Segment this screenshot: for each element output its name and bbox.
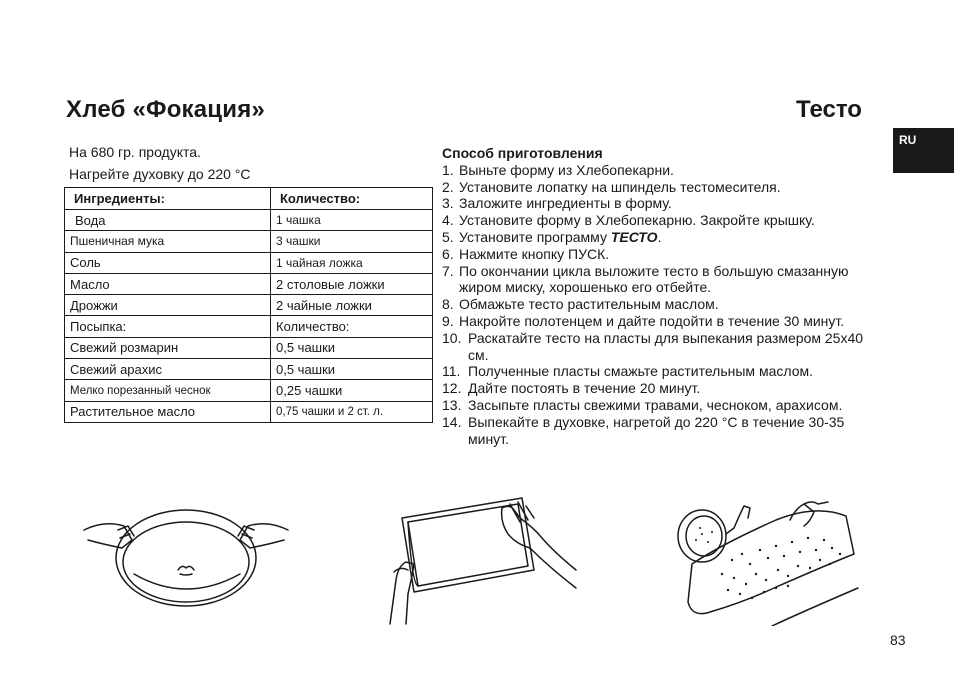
method-step — [442, 246, 882, 263]
ingredient-cell: Соль — [65, 252, 271, 273]
table-row — [65, 316, 433, 337]
step-text: Накройте полотенцем и дайте подойти в течение 30 минут. — [459, 312, 845, 329]
ingredient-cell: Посыпка: — [65, 316, 271, 337]
oven-note: Нагрейте духовку до 220 °C — [69, 166, 251, 182]
ingredient-cell: Дрожжи — [65, 295, 271, 316]
ingredient-cell: Свежий розмарин — [65, 337, 271, 358]
quantity-cell: 0,75 чашки и 2 ст. л. — [271, 401, 433, 422]
page-title: Хлеб «Фокация» — [66, 96, 265, 123]
step-number: 12. — [442, 380, 462, 397]
table-row — [65, 231, 433, 252]
method-step — [442, 397, 882, 414]
table-row — [65, 359, 433, 380]
step-number: 10. — [442, 329, 462, 346]
method-step — [442, 330, 882, 364]
method-step — [442, 263, 882, 297]
method-step — [442, 296, 882, 313]
method-section — [442, 145, 882, 447]
quantity-cell: 2 чайные ложки — [271, 295, 433, 316]
section-title: Тесто — [796, 96, 862, 123]
header-ingredients: Ингредиенты: — [65, 188, 271, 210]
table-row — [65, 295, 433, 316]
step-text: Полученные пласты смажьте растительным маслом. — [468, 363, 813, 380]
step-text: Засыпьте пласты свежими травами, чесноком, арахисом. — [468, 396, 843, 413]
header-quantity: Количество: — [271, 188, 433, 210]
step-number: 11. — [442, 363, 461, 380]
step-number: 9. — [442, 312, 454, 329]
step-number: 14. — [442, 413, 462, 430]
ingredient-cell: Пшеничная мука — [65, 231, 271, 252]
quantity-cell: 1 чайная ложка — [271, 252, 433, 273]
step-number: 13. — [442, 396, 462, 413]
step-text: Раскатайте тесто на пласты для выпекания размером 25x40 см. — [468, 329, 864, 363]
method-step — [442, 313, 882, 330]
step-text-post: . — [657, 228, 662, 245]
step-text: Выпекайте в духовке, нагретой до 220 °C в течение 30-35 минут. — [468, 413, 845, 447]
method-step — [442, 162, 882, 179]
step-text: Нажмите кнопку ПУСК. — [459, 245, 610, 262]
table-row — [65, 337, 433, 358]
quantity-cell: 0,5 чашки — [271, 359, 433, 380]
language-tab: RU — [893, 128, 954, 173]
page-number: 83 — [890, 632, 906, 648]
step-text — [459, 229, 882, 246]
step-number: 8. — [442, 296, 454, 313]
program-name: ТЕСТО — [610, 228, 658, 245]
ingredient-cell: Растительное масло — [65, 401, 271, 422]
yield-note: На 680 гр. продукта. — [69, 144, 201, 160]
sprinkle-illustration — [672, 494, 860, 626]
step-text: Установите форму в Хлебопекарню. Закройте крышку. — [459, 212, 815, 229]
table-row — [65, 401, 433, 422]
step-number: 5. — [442, 228, 454, 245]
method-step — [442, 179, 882, 196]
quantity-cell: Количество: — [271, 316, 433, 337]
step-text: Установите лопатку на шпиндель тестомесителя. — [459, 178, 781, 195]
method-step — [442, 363, 882, 380]
table-row — [65, 273, 433, 294]
method-heading: Способ приготовления — [442, 145, 603, 161]
ingredient-cell: Вода — [65, 210, 271, 231]
step-number: 4. — [442, 212, 454, 229]
pan-illustration — [384, 490, 584, 625]
table-row — [65, 380, 433, 401]
step-number: 6. — [442, 245, 454, 262]
method-step — [442, 380, 882, 397]
step-text: По окончании цикла выложите тесто в большую смазанную жиром миску, хорошенько его отбейте. — [459, 262, 849, 296]
table-row — [65, 252, 433, 273]
step-number: 1. — [442, 161, 454, 178]
quantity-cell: 0,25 чашки — [271, 380, 433, 401]
quantity-cell: 0,5 чашки — [271, 337, 433, 358]
method-step — [442, 414, 882, 448]
method-step — [442, 229, 882, 246]
method-step — [442, 212, 882, 229]
ingredient-cell: Масло — [65, 273, 271, 294]
quantity-cell: 1 чашка — [271, 210, 433, 231]
bowl-illustration — [82, 500, 292, 620]
step-text: Дайте постоять в течение 20 минут. — [468, 380, 701, 397]
table-row — [65, 210, 433, 231]
ingredient-cell: Мелко порезанный чеснок — [65, 380, 271, 401]
ingredients-table — [64, 187, 433, 423]
ingredient-cell: Свежий арахис — [65, 359, 271, 380]
step-text: Обмажьте тесто растительным маслом. — [459, 296, 719, 313]
step-number: 7. — [442, 262, 454, 279]
step-text: Выньте форму из Хлебопекарни. — [459, 161, 674, 178]
step-number: 2. — [442, 178, 454, 195]
step-text-pre: Установите программу — [459, 228, 611, 245]
step-text: Заложите ингредиенты в форму. — [459, 195, 672, 212]
quantity-cell: 2 столовые ложки — [271, 273, 433, 294]
table-header-row — [65, 188, 433, 210]
quantity-cell: 3 чашки — [271, 231, 433, 252]
step-number: 3. — [442, 195, 454, 212]
method-step — [442, 195, 882, 212]
